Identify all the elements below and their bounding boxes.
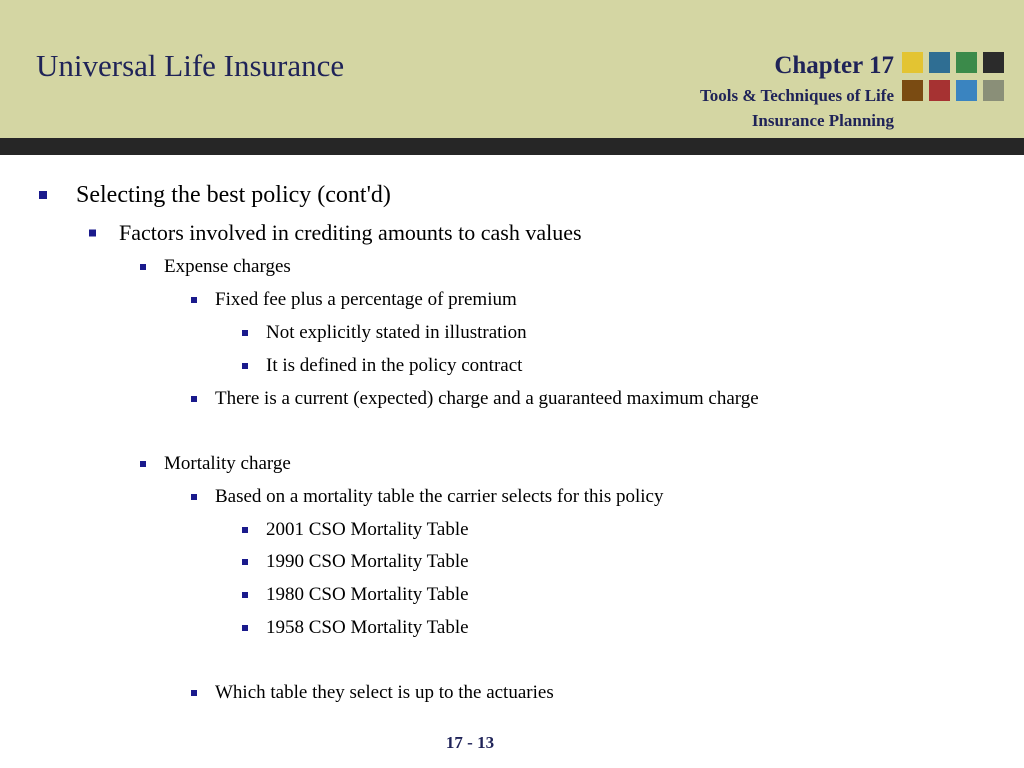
slide-title: Universal Life Insurance — [36, 48, 345, 83]
square-bullet-icon — [191, 690, 197, 696]
color-swatches-logo — [902, 52, 1006, 104]
square-bullet-icon — [242, 559, 248, 565]
bullet-text: Which table they select is up to the actuaries — [215, 682, 554, 703]
bullet-text: 2001 CSO Mortality Table — [266, 519, 469, 540]
square-bullet-icon — [242, 527, 248, 533]
bullet-text: 1990 CSO Mortality Table — [266, 551, 469, 572]
bullet-text: 1980 CSO Mortality Table — [266, 584, 469, 605]
square-bullet-icon — [242, 330, 248, 336]
bullet-text: 1958 CSO Mortality Table — [266, 617, 469, 638]
swatch-yellow — [902, 52, 923, 73]
square-bullet-icon — [89, 230, 96, 237]
bullet-text: There is a current (expected) charge and a guaranteed maximum charge — [215, 388, 759, 409]
bullet-text: Mortality charge — [164, 453, 291, 474]
square-bullet-icon — [242, 363, 248, 369]
bullet-text: Based on a mortality table the carrier selects for this policy — [215, 486, 664, 507]
chapter-subtitle-line1: Tools & Techniques of Life — [700, 86, 894, 105]
square-bullet-icon — [140, 461, 146, 467]
swatch-blue — [929, 52, 950, 73]
chapter-block — [700, 50, 894, 132]
bullet-text: Factors involved in crediting amounts to cash values — [119, 220, 582, 245]
chapter-subtitle-line2: Insurance Planning — [751, 111, 894, 130]
swatch-black — [983, 52, 1004, 73]
bullet-text: It is defined in the policy contract — [266, 355, 523, 376]
swatch-green — [956, 52, 977, 73]
page-number: 17 - 13 — [445, 733, 495, 752]
square-bullet-icon — [39, 191, 47, 199]
bullet-text: Selecting the best policy (cont'd) — [76, 182, 391, 208]
square-bullet-icon — [191, 494, 197, 500]
bullet-text: Not explicitly stated in illustration — [266, 322, 527, 343]
square-bullet-icon — [191, 297, 197, 303]
square-bullet-icon — [140, 264, 146, 270]
swatch-brown — [902, 80, 923, 101]
swatch-red — [929, 80, 950, 101]
bullet-text: Expense charges — [164, 256, 291, 277]
square-bullet-icon — [242, 592, 248, 598]
square-bullet-icon — [191, 396, 197, 402]
bullet-text: Fixed fee plus a percentage of premium — [215, 289, 517, 310]
slide-header — [0, 0, 1024, 138]
header-divider-bar — [0, 138, 1024, 155]
swatch-gray — [983, 80, 1004, 101]
square-bullet-icon — [242, 625, 248, 631]
swatch-light-blue — [956, 80, 977, 101]
chapter-title: Chapter 17 — [774, 52, 894, 79]
